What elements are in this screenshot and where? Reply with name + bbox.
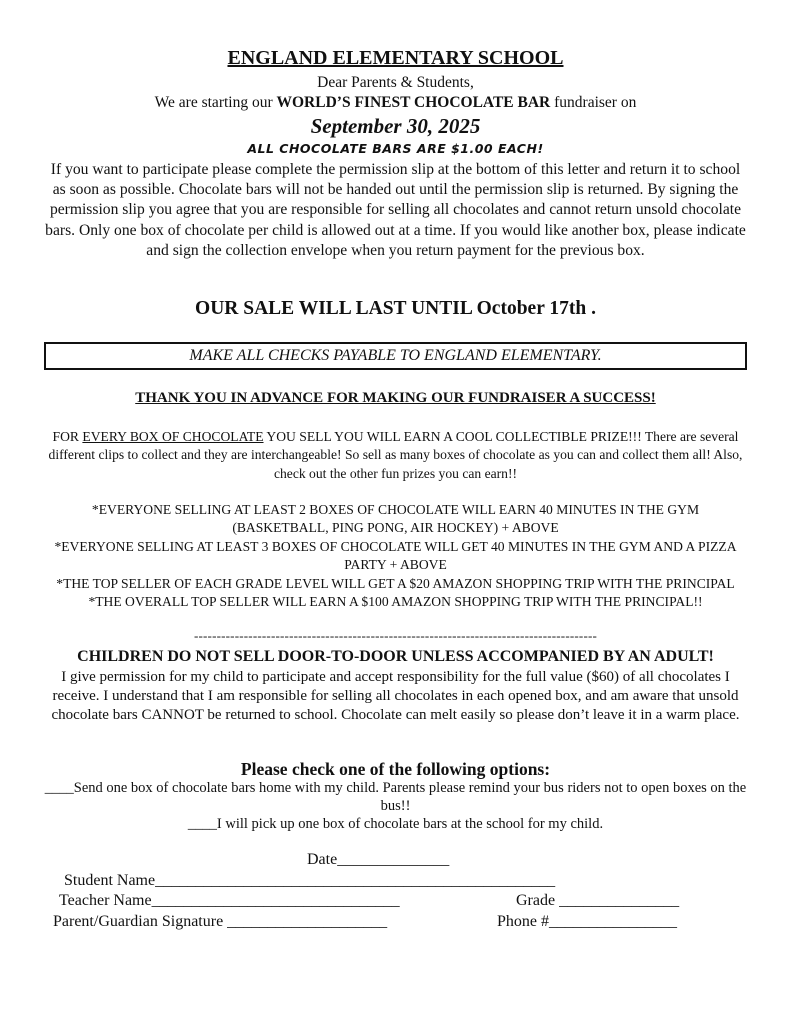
school-title: ENGLAND ELEMENTARY SCHOOL (227, 47, 564, 69)
intro-paragraph: If you want to participate please complete the permission slip at the bottom of this letter and return it to school as soon as possible. Chocolate bars will not be handed out until the permission slip is returned. By signing the permission slip you agree that you are responsible for selling all chocolates and cannot return unsold chocolate bars. Only one box of chocolate per child is allowed out at a time. If you would like another box, please indicate and sign the collection envelope when you return payment for the previous box. (45, 161, 746, 259)
price-note: ALL CHOCOLATE BARS ARE $1.00 EACH! (247, 141, 544, 156)
options-list (44, 780, 747, 833)
sale-end: OUR SALE WILL LAST UNTIL October 17th . (195, 298, 596, 319)
intro-suffix: fundraiser on (550, 94, 637, 111)
phone-field[interactable]: Phone #________________ (497, 913, 677, 930)
start-date: September 30, 2025 (310, 114, 481, 138)
product-name: WORLD’S FINEST CHOCOLATE BAR (276, 94, 551, 111)
option-send-home[interactable]: ____Send one box of chocolate bars home with my child. Parents please remind your bus riders not to open boxes on the bus!! (44, 780, 747, 814)
greeting: Dear Parents & Students, (317, 74, 474, 91)
parent-signature-field[interactable]: Parent/Guardian Signature ____________________ (53, 913, 388, 930)
reward-item: *EVERYONE SELLING AT LEAST 2 BOXES OF CHOCOLATE WILL EARN 40 MINUTES IN THE GYM (BASKETBALL, PING PONG, AIR HOCKEY) + ABOVE (91, 502, 700, 536)
greeting-block (30, 73, 761, 113)
intro-prefix: We are starting our (154, 94, 277, 111)
reward-item: *EVERYONE SELLING AT LEAST 3 BOXES OF CHOCOLATE WILL GET 40 MINUTES IN THE GYM AND A PIZZA PARTY + ABOVE (54, 538, 737, 573)
thanks-heading: THANK YOU IN ADVANCE FOR MAKING OUR FUNDRAISER A SUCCESS! (135, 390, 656, 406)
intro-line (30, 93, 761, 113)
prize-text: YOU SELL YOU WILL EARN A COOL COLLECTIBLE PRIZE!!! There are several different clips to collect and they are interchangeable! So sell as many boxes of chocolate as you can and collect them all! Also, check out the other fun prizes you can earn!! (48, 429, 743, 481)
cut-line: ----------------------------------------------------------------------------------------- (193, 628, 598, 643)
prize-prefix: FOR (52, 429, 83, 444)
rewards-list (44, 501, 747, 611)
prize-paragraph (44, 428, 747, 483)
student-name-field[interactable]: Student Name__________________________________________________ (64, 872, 556, 889)
option-pick-up[interactable]: ____I will pick up one box of chocolate bars at the school for my child. (187, 815, 604, 832)
grade-field[interactable]: Grade _______________ (516, 892, 680, 909)
reward-item: *THE TOP SELLER OF EACH GRADE LEVEL WILL GET A $20 AMAZON SHOPPING TRIP WITH THE PRINCIPAL (56, 575, 735, 591)
date-field[interactable]: Date______________ (307, 851, 450, 868)
reward-item: *THE OVERALL TOP SELLER WILL EARN A $100 AMAZON SHOPPING TRIP WITH THE PRINCIPAL!! (88, 594, 703, 610)
safety-warning: CHILDREN DO NOT SELL DOOR-TO-DOOR UNLESS ACCOMPANIED BY AN ADULT! (77, 648, 714, 665)
checks-note-box: MAKE ALL CHECKS PAYABLE TO ENGLAND ELEMENTARY. (44, 342, 747, 370)
permission-statement: I give permission for my child to participate and accept responsibility for the full value ($60) of all chocolates I receive. I understand that I am responsible for selling all chocolates in each opened box, and am aware that unsold chocolate bars CANNOT be returned to school. Chocolate can melt easily so please don’t leave it in a warm place. (51, 669, 740, 724)
options-heading: Please check one of the following options: (240, 759, 551, 779)
teacher-name-field[interactable]: Teacher Name_______________________________ (59, 892, 400, 909)
prize-underlined: EVERY BOX OF CHOCOLATE (82, 429, 264, 444)
